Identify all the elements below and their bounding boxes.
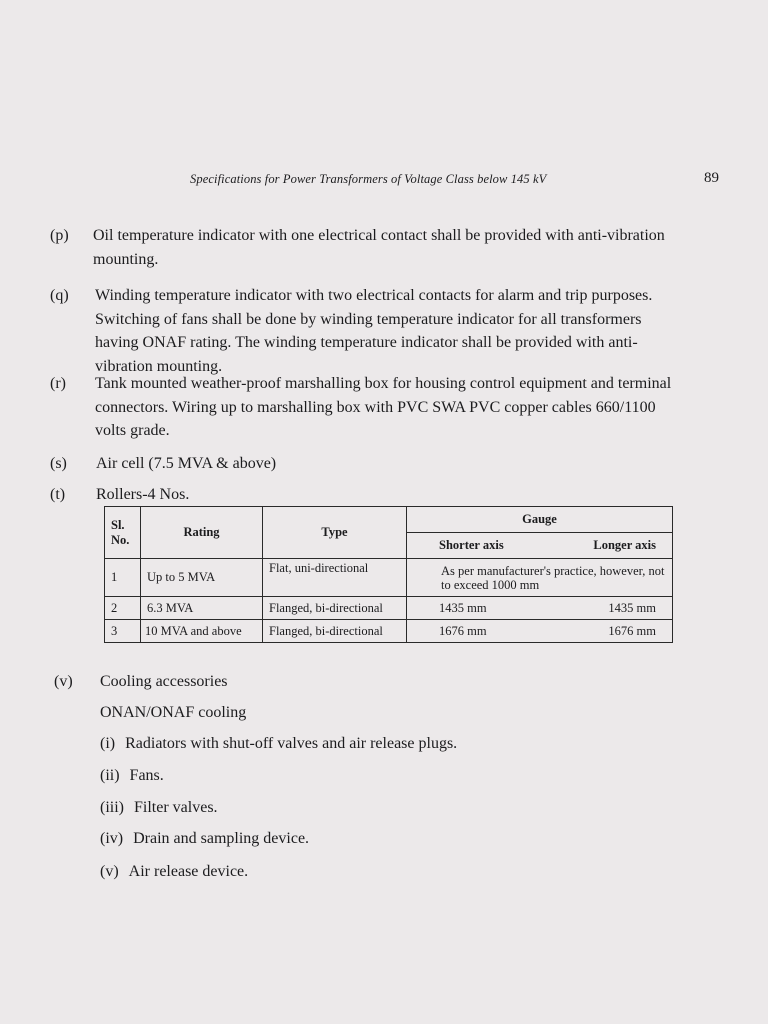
table-row [105,559,673,597]
cooling-item [100,830,309,848]
cooling-item [100,863,248,881]
header-sl-no: Sl. No. [105,507,141,559]
cell-shorter: 1676 mm [439,623,487,638]
cooling-item-label: (i) [100,735,116,752]
cell-gauge [407,597,673,620]
cooling-item [100,767,164,785]
cooling-item-text: Air release device. [128,863,249,880]
item-line: Oil temperature indicator with one electrical contact shall be provided with anti-vibration [93,227,665,244]
cooling-item-label: (iii) [100,799,124,816]
cell-longer: 1676 mm [608,623,656,638]
item-line: Tank mounted weather-proof marshalling box for housing control equipment and terminal [95,375,672,392]
item-label: (p) [50,227,69,244]
item-line: having ONAF rating. The winding temperature indicator shall be provided with anti- [95,334,638,351]
item-line: Rollers-4 Nos. [96,486,190,503]
table-row [105,597,673,620]
item-line: Switching of fans shall be done by winding temperature indicator for all transformers [95,310,642,328]
cell-rating: 6.3 MVA [141,597,263,620]
cooling-title: Cooling accessories [100,673,228,690]
list-item-t [50,483,450,507]
header-gauge-sub [407,533,673,559]
header-type: Type [263,507,407,559]
cooling-item-text: Radiators with shut-off valves and air release plugs. [125,735,458,752]
cooling-item-text: Filter valves. [134,799,218,816]
cell-rating: Up to 5 MVA [141,559,263,597]
cooling-item [100,799,218,817]
item-label: (t) [50,486,66,503]
cell-rating: 10 MVA and above [141,620,263,643]
cooling-item-label: (ii) [100,767,120,784]
header-shorter-axis: Shorter axis [439,538,504,552]
cooling-label: (v) [54,673,73,690]
header-rating: Rating [141,507,263,559]
cell-gauge [407,620,673,643]
item-label: (s) [50,455,67,472]
cell-gauge: As per manufacturer's practice, however, not to exceed 1000 mm [407,559,673,597]
cooling-item-text: Fans. [129,767,164,784]
list-item-s [50,452,450,476]
cell-sl: 1 [105,559,141,597]
cooling-subtitle: ONAN/ONAF cooling [100,704,247,721]
item-line: volts grade. [95,422,170,439]
roller-gauge-table [104,506,673,643]
header-gauge: Gauge [407,507,673,533]
cooling-item [100,735,457,753]
cell-type: Flat, uni-directional [263,559,407,597]
list-item-q [50,284,730,380]
page-number: 89 [704,170,719,186]
table-row [105,620,673,643]
cooling-item-label: (v) [100,863,119,880]
item-label: (r) [50,375,66,392]
list-item-r [50,372,730,444]
cell-sl: 3 [105,620,141,643]
cell-type: Flanged, bi-directional [263,597,407,620]
item-line: Winding temperature indicator with two electrical contacts for alarm and trip purposes. [95,287,653,304]
list-item-p [50,224,730,272]
header-longer-axis: Longer axis [593,538,656,552]
item-line: vibration mounting. [95,357,223,375]
cell-type: Flanged, bi-directional [263,620,407,643]
cell-sl: 2 [105,597,141,620]
item-label: (q) [50,287,69,304]
cooling-item-text: Drain and sampling device. [133,830,310,847]
cooling-item-label: (iv) [100,830,124,847]
item-line: Air cell (7.5 MVA & above) [96,455,277,472]
running-header-title: Specifications for Power Transformers of Voltage Class below 145 kV [190,172,547,186]
item-line: connectors. Wiring up to marshalling box with PVC SWA PVC copper cables 660/1100 [95,398,656,416]
item-line: mounting. [93,250,159,268]
cell-shorter: 1435 mm [439,600,487,615]
cell-longer: 1435 mm [608,600,656,615]
